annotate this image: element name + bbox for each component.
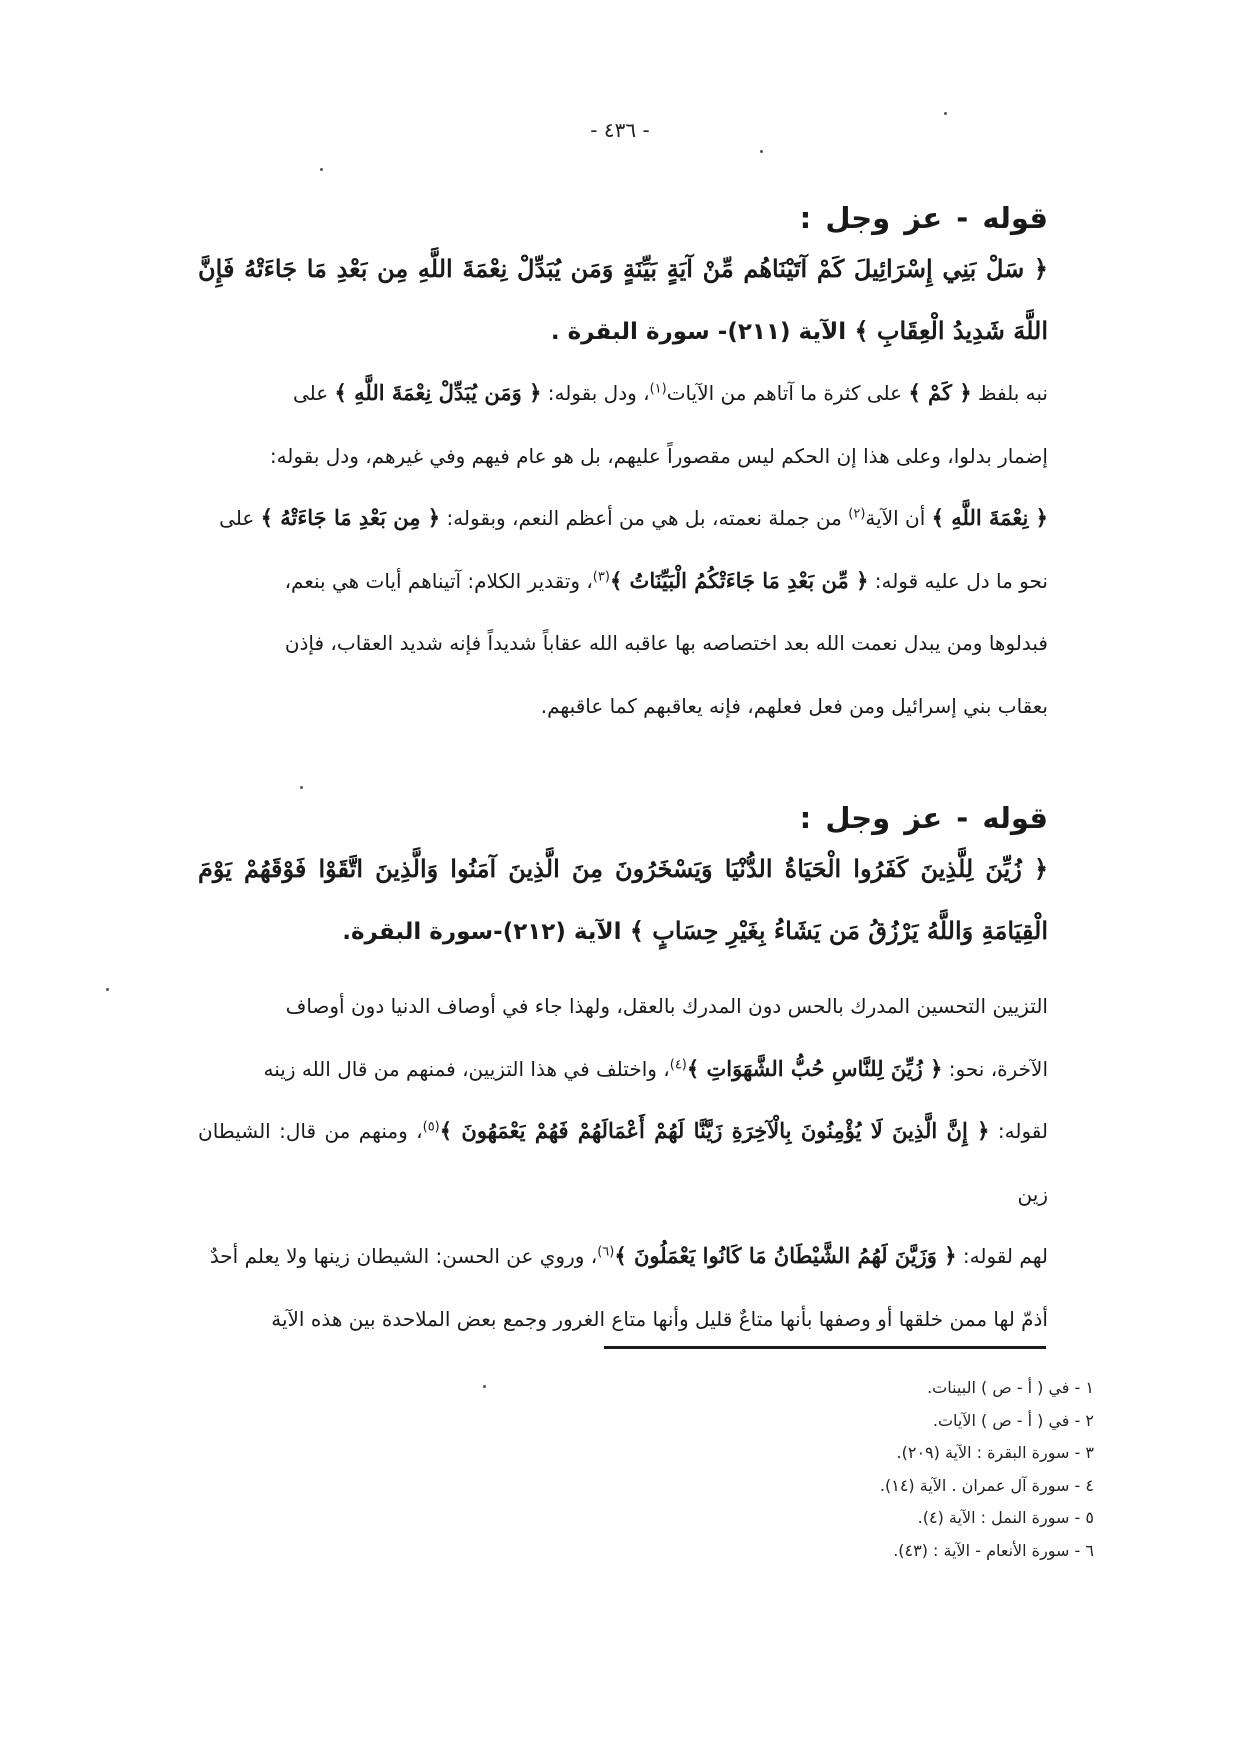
text-run: على: [219, 506, 255, 530]
text-run: على كثرة ما آتاهم من الآيات: [666, 381, 903, 405]
scan-speck: [760, 150, 763, 153]
text-line: [198, 362, 1048, 425]
section-2: [198, 798, 1048, 963]
text-run: ، ومنهم من قال: الشيطان زين: [198, 1119, 1048, 1206]
quran-verse: [198, 838, 1048, 963]
verse-reference: الآية (٢١٢)-سورة البقرة.: [342, 919, 622, 945]
text-run: الآخرة، نحو:: [948, 1056, 1048, 1081]
inline-verse: ﴿ كَمْ ﴾: [908, 380, 972, 405]
text-line: أذمّ لها ممن خلقها أو وصفها بأنها متاعٌ قليل وأنها متاع الغرور وجمع بعض الملاحدة بين هذه الآية: [271, 1306, 1048, 1331]
section-1: [198, 198, 1048, 363]
verse-text: ﴿ زُيِّنَ لِلَّذِينَ كَفَرُوا الْحَيَاةُ الدُّنْيَا وَيَسْخَرُونَ مِنَ الَّذِينَ آمَنُوا وَالَّذِينَ اتَّقَوْا فَوْقَهُمْ يَوْمَ الْقِيَامَةِ وَاللَّهُ يَرْزُقُ مَن يَشَاءُ بِغَيْرِ حِسَابٍ ﴾: [198, 854, 1048, 945]
scan-speck: [300, 786, 303, 789]
text-run: ، وروي عن الحسن: الشيطان زينها ولا يعلم أحدٌ: [209, 1244, 598, 1268]
inline-verse: ﴿ زُيِّنَ لِلنَّاسِ حُبُّ الشَّهَوَاتِ ﴾: [686, 1055, 943, 1081]
text-run: نحو ما دل عليه قوله:: [874, 568, 1048, 593]
inline-verse: ﴿ إِنَّ الَّذِينَ لَا يُؤْمِنُونَ بِالْآخِرَةِ زَيَّنَّا لَهُمْ أَعْمَالَهُمْ فَهُمْ يَعْمَهُونَ ﴾: [439, 1118, 990, 1143]
text-run: لقوله:: [997, 1119, 1049, 1143]
inline-verse: ﴿ وَمَن يُبَدِّلْ نِعْمَةَ اللَّهِ ﴾: [334, 380, 542, 405]
text-line: [198, 1038, 1048, 1101]
footnote-marker: (٥): [422, 1119, 440, 1135]
footnote-marker: (٤): [669, 1056, 687, 1072]
footnote: ٢ - في ( أ - ص ) الآيات.: [932, 1410, 1094, 1430]
inline-verse: ﴿ نِعْمَةَ اللَّهِ ﴾: [931, 505, 1048, 530]
text-run: لهم لقوله:: [962, 1244, 1048, 1268]
text-line: إضمار بدلوا، وعلى هذا إن الحكم ليس مقصوراً عليهم، بل هو عام فيهم وفي غيرهم، ودل بقوله:: [269, 443, 1048, 468]
quran-verse: [198, 238, 1048, 363]
text-run: ، وتقدير الكلام: آتيناهم أيات هي بنعم،: [284, 568, 593, 593]
footnote-marker: (١): [649, 381, 667, 397]
footnote: ٤ - سورة آل عمران . الآية (١٤).: [879, 1475, 1094, 1495]
section-heading: قوله - عز وجل :: [799, 801, 1048, 835]
inline-verse: ﴿ وَزَيَّنَ لَهُمُ الشَّيْطَانُ مَا كَانُوا يَعْمَلُونَ ﴾: [614, 1243, 957, 1268]
commentary-1: [198, 362, 1048, 737]
scan-speck: [483, 1385, 486, 1388]
commentary-2: [198, 975, 1048, 1350]
footnote: ٥ - سورة النمل : الآية (٤).: [917, 1508, 1094, 1527]
text-run: من جملة نعمته، بل هي من أعظم النعم، وبقوله:: [446, 506, 842, 530]
inline-verse: ﴿ مِن بَعْدِ مَا جَاءَتْهُ ﴾: [260, 505, 441, 530]
footnote: ١ - في ( أ - ص ) البينات.: [927, 1378, 1094, 1397]
text-run: أن الآية: [865, 506, 926, 530]
text-line: [198, 487, 1048, 550]
text-line: [198, 1100, 1048, 1225]
section-heading: قوله - عز وجل :: [799, 201, 1048, 235]
scan-speck: [320, 168, 323, 171]
text-line: بعقاب بني إسرائيل ومن فعل فعلهم، فإنه يعاقبهم كما عاقبهم.: [540, 693, 1048, 718]
footnote-marker: (٣): [592, 568, 610, 584]
text-line: [198, 550, 1048, 613]
footnotes: [494, 1372, 1094, 1567]
footnote-separator: [604, 1346, 1046, 1349]
footnote-marker: (٦): [597, 1244, 615, 1260]
footnote: ٦ - سورة الأنعام - الآية : (٤٣).: [893, 1540, 1094, 1560]
text-run: ، ودل بقوله:: [547, 381, 650, 405]
text-line: التزيين التحسين المدرك بالحس دون المدرك بالعقل، ولهذا جاء في أوصاف الدنيا دون أوصاف: [285, 994, 1048, 1018]
page-number: - ٤٣٦ -: [590, 118, 650, 142]
text-line: فبدلوها ومن يبدل نعمت الله بعد اختصاصه بها عاقبه الله عقاباً شديداً فإنه شديد العقاب، فإذن: [284, 631, 1048, 655]
text-line: [198, 1225, 1048, 1288]
scan-speck: [944, 112, 947, 115]
text-run: ، واختلف في هذا التزيين، فمنهم من قال الله زينه: [263, 1056, 670, 1081]
text-run: على: [292, 381, 329, 405]
footnote-marker: (٢): [848, 506, 866, 522]
text-run: نبه بلفظ: [978, 381, 1048, 405]
footnote: ٣ - سورة البقرة : الآية (٢٠٩).: [896, 1443, 1094, 1462]
inline-verse: ﴿ مِّن بَعْدِ مَا جَاءَتْكُمُ الْبَيِّنَاتُ ﴾: [609, 567, 869, 593]
verse-reference: الآية (٢١١)- سورة البقرة .: [550, 319, 847, 345]
scan-speck: [106, 988, 109, 991]
verse-text: ﴿ سَلْ بَنِي إِسْرَائِيلَ كَمْ آتَيْنَاهُم مِّنْ آيَةٍ بَيِّنَةٍ وَمَن يُبَدِّلْ نِعْمَةَ اللَّهِ مِن بَعْدِ مَا جَاءَتْهُ فَإِنَّ اللَّهَ شَدِيدُ الْعِقَابِ ﴾: [198, 254, 1048, 345]
